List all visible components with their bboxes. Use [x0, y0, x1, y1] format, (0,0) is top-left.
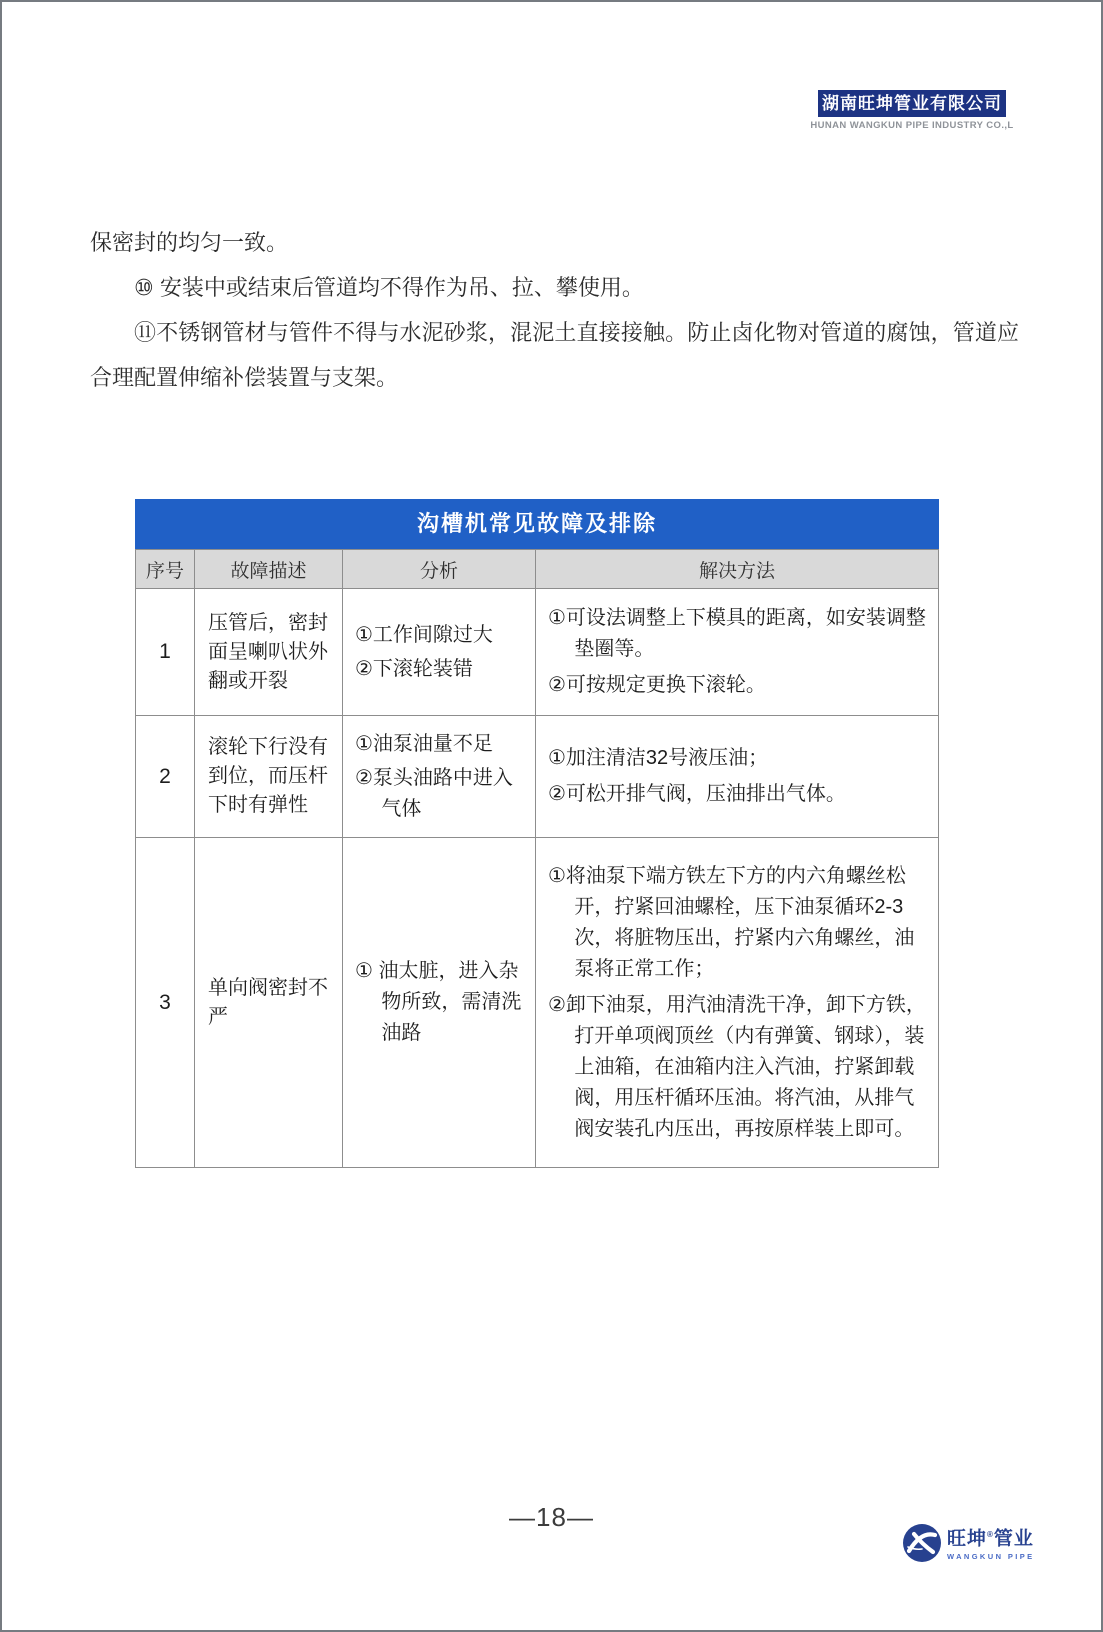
body-paragraph: 保密封的均匀一致。 — [90, 230, 289, 255]
company-name-english: HUNAN WANGKUN PIPE INDUSTRY CO.,L — [810, 120, 1014, 131]
logo-text — [947, 1525, 1035, 1560]
analysis-item: ①油泵油量不足 — [355, 732, 493, 755]
logo-registered-mark: ® — [987, 1530, 994, 1540]
analysis-cell — [343, 589, 536, 716]
row-number: 3 — [136, 838, 195, 1168]
table-row — [136, 716, 939, 838]
analysis-item: ① 油太脏，进入杂物所致，需清洗油路 — [355, 960, 522, 1044]
solution-item: ①可设法调整上下模具的距离，如安装调整垫圈等。 — [548, 607, 926, 660]
body-paragraph: ⑪不锈钢管材与管件不得与水泥砂浆，混泥土直接接触。防止卤化物对管道的腐蚀，管道应合理配置伸缩补偿装置与支架。 — [90, 320, 1019, 390]
analysis-cell — [343, 716, 536, 838]
analysis-cell — [343, 838, 536, 1168]
logo-name-en: WANGKUN PIPE — [947, 1551, 1035, 1561]
solution-item: ②卸下油泵，用汽油清洗干净，卸下方铁，打开单项阀顶丝（内有弹簧、钢球），装上油箱，在油箱内注入汽油，拧紧卸载阀，用压杆循环压油。将汽油，从排气阀安装孔内压出，再按原样装上即可。 — [548, 993, 926, 1140]
solution-cell — [536, 838, 939, 1168]
solution-item: ②可松开排气阀，压油排出气体。 — [548, 783, 846, 805]
table-row — [136, 589, 939, 716]
col-header-solution: 解决方法 — [536, 550, 939, 589]
solution-cell — [536, 716, 939, 838]
solution-item: ①加注清洁32号液压油； — [548, 747, 769, 769]
solution-item: ②可按规定更换下滚轮。 — [548, 674, 766, 696]
logo-name-cn — [947, 1525, 1035, 1549]
col-header-fault: 故障描述 — [195, 550, 343, 589]
analysis-item: ②泵头油路中进入气体 — [355, 766, 513, 820]
fault-description: 压管后，密封面呈喇叭状外翻或开裂 — [195, 589, 343, 716]
solution-item: ①将油泵下端方铁左下方的内六角螺丝松开，拧紧回油螺栓，压下油泵循环2-3次，将脏物压出，拧紧内六角螺丝，油泵将正常工作； — [548, 864, 915, 980]
wangkun-logo-icon — [902, 1523, 942, 1563]
col-header-no: 序号 — [136, 550, 195, 589]
fault-description: 滚轮下行没有到位，而压杆下时有弹性 — [195, 716, 343, 838]
fault-table — [135, 549, 939, 1168]
analysis-item: ①工作间隙过大 — [355, 623, 493, 646]
table-row — [136, 838, 939, 1168]
col-header-analysis: 分析 — [343, 550, 536, 589]
solution-cell — [536, 589, 939, 716]
row-number: 2 — [136, 716, 195, 838]
company-name-bar: 湖南旺坤管业有限公司 — [818, 90, 1006, 117]
analysis-item: ②下滚轮装错 — [355, 657, 473, 680]
table-header-row — [136, 550, 939, 589]
logo-name-cn-part2: 管业 — [993, 1528, 1034, 1550]
logo-name-cn-part1: 旺坤 — [947, 1528, 988, 1550]
row-number: 1 — [136, 589, 195, 716]
wangkun-logo — [902, 1523, 1035, 1563]
body-paragraph: ⑩ 安装中或结束后管道均不得作为吊、拉、攀使用。 — [134, 275, 644, 300]
fault-description: 单向阀密封不严 — [195, 838, 343, 1168]
fault-table-title: 沟槽机常见故障及排除 — [135, 499, 939, 549]
page-number: —18— — [509, 1502, 594, 1532]
body-text — [90, 220, 1019, 400]
